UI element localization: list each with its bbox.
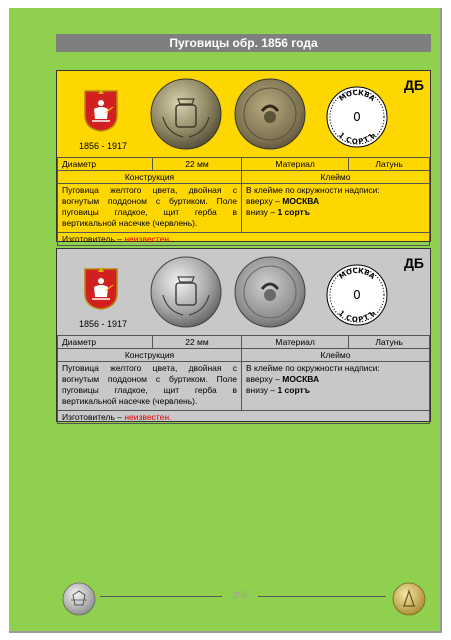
- material-value: Латунь: [349, 336, 430, 349]
- button-back-image: [233, 255, 307, 329]
- mark-text: [242, 184, 430, 233]
- moscow-coat-of-arms-icon: [83, 89, 119, 133]
- material-label: Материал: [242, 158, 349, 171]
- mark-top-prefix: вверху –: [246, 374, 283, 384]
- years-label: 1856 - 1917: [78, 319, 128, 329]
- mark-bottom-line: [246, 385, 425, 396]
- maker-row: [58, 411, 430, 424]
- mark-top-prefix: вверху –: [246, 196, 283, 206]
- mark-top-line: [246, 196, 425, 207]
- footer-line-left: [100, 596, 222, 597]
- diameter-label: Диаметр: [58, 158, 153, 171]
- right-medal-icon: [392, 582, 426, 616]
- stamp-center-text: 0: [353, 110, 361, 124]
- images-row: [57, 71, 430, 157]
- page-title: Пуговицы обр. 1856 года: [56, 34, 431, 52]
- db-badge: ДБ: [403, 255, 424, 271]
- mark-header: Клеймо: [242, 349, 430, 362]
- button-card-2: [56, 248, 431, 422]
- diameter-value: 22 мм: [153, 336, 242, 349]
- material-value: Латунь: [349, 158, 430, 171]
- maker-value: неизвестен.: [124, 234, 172, 244]
- maker-label: Изготовитель –: [62, 412, 125, 422]
- mark-text: [242, 362, 430, 411]
- left-medal-icon: [62, 582, 96, 616]
- footer-line-right: [258, 596, 386, 597]
- construction-header: Конструкция: [58, 349, 242, 362]
- maker-label: Изготовитель –: [62, 234, 125, 244]
- mark-top-value: МОСКВА: [282, 374, 320, 384]
- mark-bottom-value: 1 сортъ: [277, 207, 310, 217]
- stamp-bottom-text: 1 СОРТЪ: [336, 131, 377, 146]
- construction-text: Пуговица желтого цвета, двойная с вогнутым поддоном с буртиком. Поле пуговицы гладкое, щит герба в вертикальной насечке (червлень).: [58, 184, 242, 233]
- moscow-coat-of-arms-icon: [83, 267, 119, 311]
- stamp-center-text: 0: [353, 288, 361, 302]
- db-badge: ДБ: [403, 77, 424, 93]
- years-label: 1856 - 1917: [78, 141, 128, 151]
- mark-bottom-prefix: внизу –: [246, 207, 278, 217]
- mark-intro: В клейме по окружности надписи:: [246, 363, 380, 373]
- button-front-image: [149, 77, 223, 151]
- mark-top-value: МОСКВА: [282, 196, 320, 206]
- stamp-top-text: МОСКВА: [337, 88, 377, 103]
- diameter-value: 22 мм: [153, 158, 242, 171]
- info-table: [57, 157, 430, 246]
- mark-bottom-value: 1 сортъ: [277, 385, 310, 395]
- maker-value: неизвестен.: [124, 412, 172, 422]
- construction-header: Конструкция: [58, 171, 242, 184]
- button-card-1: [56, 70, 431, 242]
- button-front-image: [149, 255, 223, 329]
- stamp-top-text: МОСКВА: [337, 266, 377, 281]
- maker-row: [58, 233, 430, 246]
- diameter-label: Диаметр: [58, 336, 153, 349]
- stamp-diagram: [325, 263, 389, 327]
- images-row: [57, 249, 430, 335]
- mark-bottom-prefix: внизу –: [246, 385, 278, 395]
- mark-bottom-line: [246, 207, 425, 218]
- stamp-diagram: [325, 85, 389, 149]
- stamp-bottom-text: 1 СОРТЪ: [336, 309, 377, 324]
- material-label: Материал: [242, 336, 349, 349]
- button-back-image: [233, 77, 307, 151]
- info-table: [57, 335, 430, 424]
- mark-intro: В клейме по окружности надписи:: [246, 185, 380, 195]
- mark-header: Клеймо: [242, 171, 430, 184]
- mark-top-line: [246, 374, 425, 385]
- page-number: 205: [232, 590, 248, 600]
- construction-text: Пуговица желтого цвета, двойная с вогнутым поддоном с буртиком. Поле пуговицы гладкое, щит герба в вертикальной насечке (червлень).: [58, 362, 242, 411]
